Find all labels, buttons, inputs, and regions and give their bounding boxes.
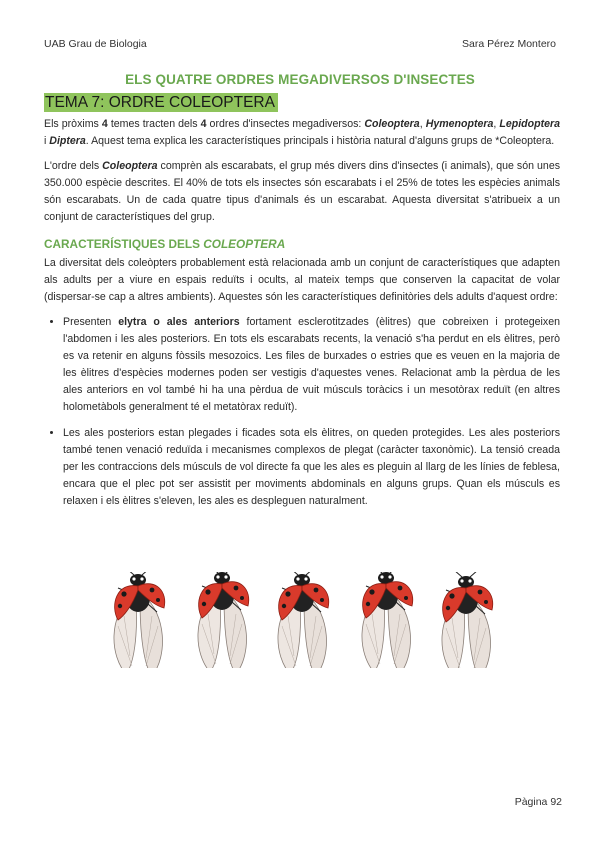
text-run: comprèn als escarabats, el grup més divers dins d'insectes (i animals), que són unes 350.000 espècie descrites. El 40% de tots els insectes són escarabats i el 25% de totes les espècies animals són escarabats. Un de cada quatre tipus d'animals és un escarabat. Aquesta diversitat s'atribueix a un conjunt de característiques del grup. <box>44 160 561 223</box>
list-item <box>63 314 560 416</box>
text-run: L'ordre dels <box>44 160 103 172</box>
order-name: COLEOPTERA <box>203 237 286 251</box>
text-run: Els pròxims <box>44 118 102 130</box>
header-author: Sara Pérez Montero <box>462 38 556 50</box>
order-name: Coleoptera <box>102 160 158 172</box>
ladybug-stage-3 <box>278 572 329 668</box>
ladybug-stage-1 <box>114 572 165 668</box>
coleoptera-paragraph <box>44 158 560 226</box>
text-run: fortament esclerotitzades (èlitres) que cobreixen i protegeixen l'abdomen i les ales posteriors. En tots els escarabats recents, la venació s'ha perdut en els èlitres, però es va retenir en alguns fòssils mesozoics. Les files de burxades o estries que es veuen en la majoria de les èlitres d'espècies modernes poden ser vestigis d'aquestes venes. Relacionat amb la pèrdua de les ales anteriors en vol també hi ha una pèrdua de vuit músculs toràcics i un mesotòrax reduït (en altres holometàbols generalment té el metatòrax reduït). <box>63 316 560 413</box>
order-name: Lepidoptera <box>499 118 560 130</box>
text-run: CARACTERÍSTIQUES DELS <box>44 237 204 251</box>
text-run: , <box>493 118 500 130</box>
ladybug-stage-2 <box>198 572 249 668</box>
order-name: Diptera <box>49 135 86 147</box>
characteristics-list <box>44 314 560 510</box>
order-name: Coleoptera <box>364 118 420 130</box>
ladybug-stage-5 <box>442 572 493 668</box>
body-text <box>44 116 560 519</box>
section-title: TEMA 7: ORDRE COLEOPTERA <box>44 93 278 112</box>
order-name: Hymenoptera <box>425 118 494 130</box>
header-university: UAB Grau de Biologia <box>44 38 147 50</box>
text-run: Les ales posteriors estan plegades i ficades sota els èlitres, on queden protegides. Les ales posteriors també tenen venació reduïda i mecanismes complexos de plegat (caràcter taxonòmic). La tensió creada per les contraccions dels músculs de vol directe fa que les ales es pleguin al llarg de les línies de feblesa, encara que el plec pot ser assistit per moviments abdominals en alguns grups. Quan els músculs es relaxen i els èlitres s'eleven, les ales es despleguen naturalment. <box>63 427 560 507</box>
text-run: . Aquest tema explica les característiques principals i història natural d'alguns grups de *Coleoptera. <box>85 135 555 147</box>
subsection-title <box>44 236 560 253</box>
ladybug-stage-4 <box>362 572 413 668</box>
bold-number: 4 <box>101 118 108 130</box>
bold-number: 4 <box>200 118 207 130</box>
text-run: , <box>419 118 426 130</box>
ladybug-wing-unfolding-illustration <box>96 572 508 668</box>
page-number: Pàgina 92 <box>514 796 562 808</box>
bold-term: elytra o ales anteriors <box>118 316 240 328</box>
list-item <box>63 425 560 510</box>
chapter-title: ELS QUATRE ORDRES MEGADIVERSOS D'INSECTES <box>125 72 475 87</box>
text-run: i <box>44 135 50 147</box>
text-run: temes tracten dels <box>107 118 201 130</box>
text-run: ordres d'insectes megadiversos: <box>206 118 365 130</box>
characteristics-paragraph: La diversitat dels coleòpters probablement està relacionada amb un conjunt de característiques que adapten als adults per a viure en espais reduïts i ocults, al mateix temps que conserven la capacitat de volar (dispersar-se cap a altres ambients). Aquestes són les característiques definitòries dels adults d'aquest ordre: <box>44 257 560 303</box>
text-run: Presenten <box>63 316 119 328</box>
intro-paragraph <box>44 116 560 150</box>
